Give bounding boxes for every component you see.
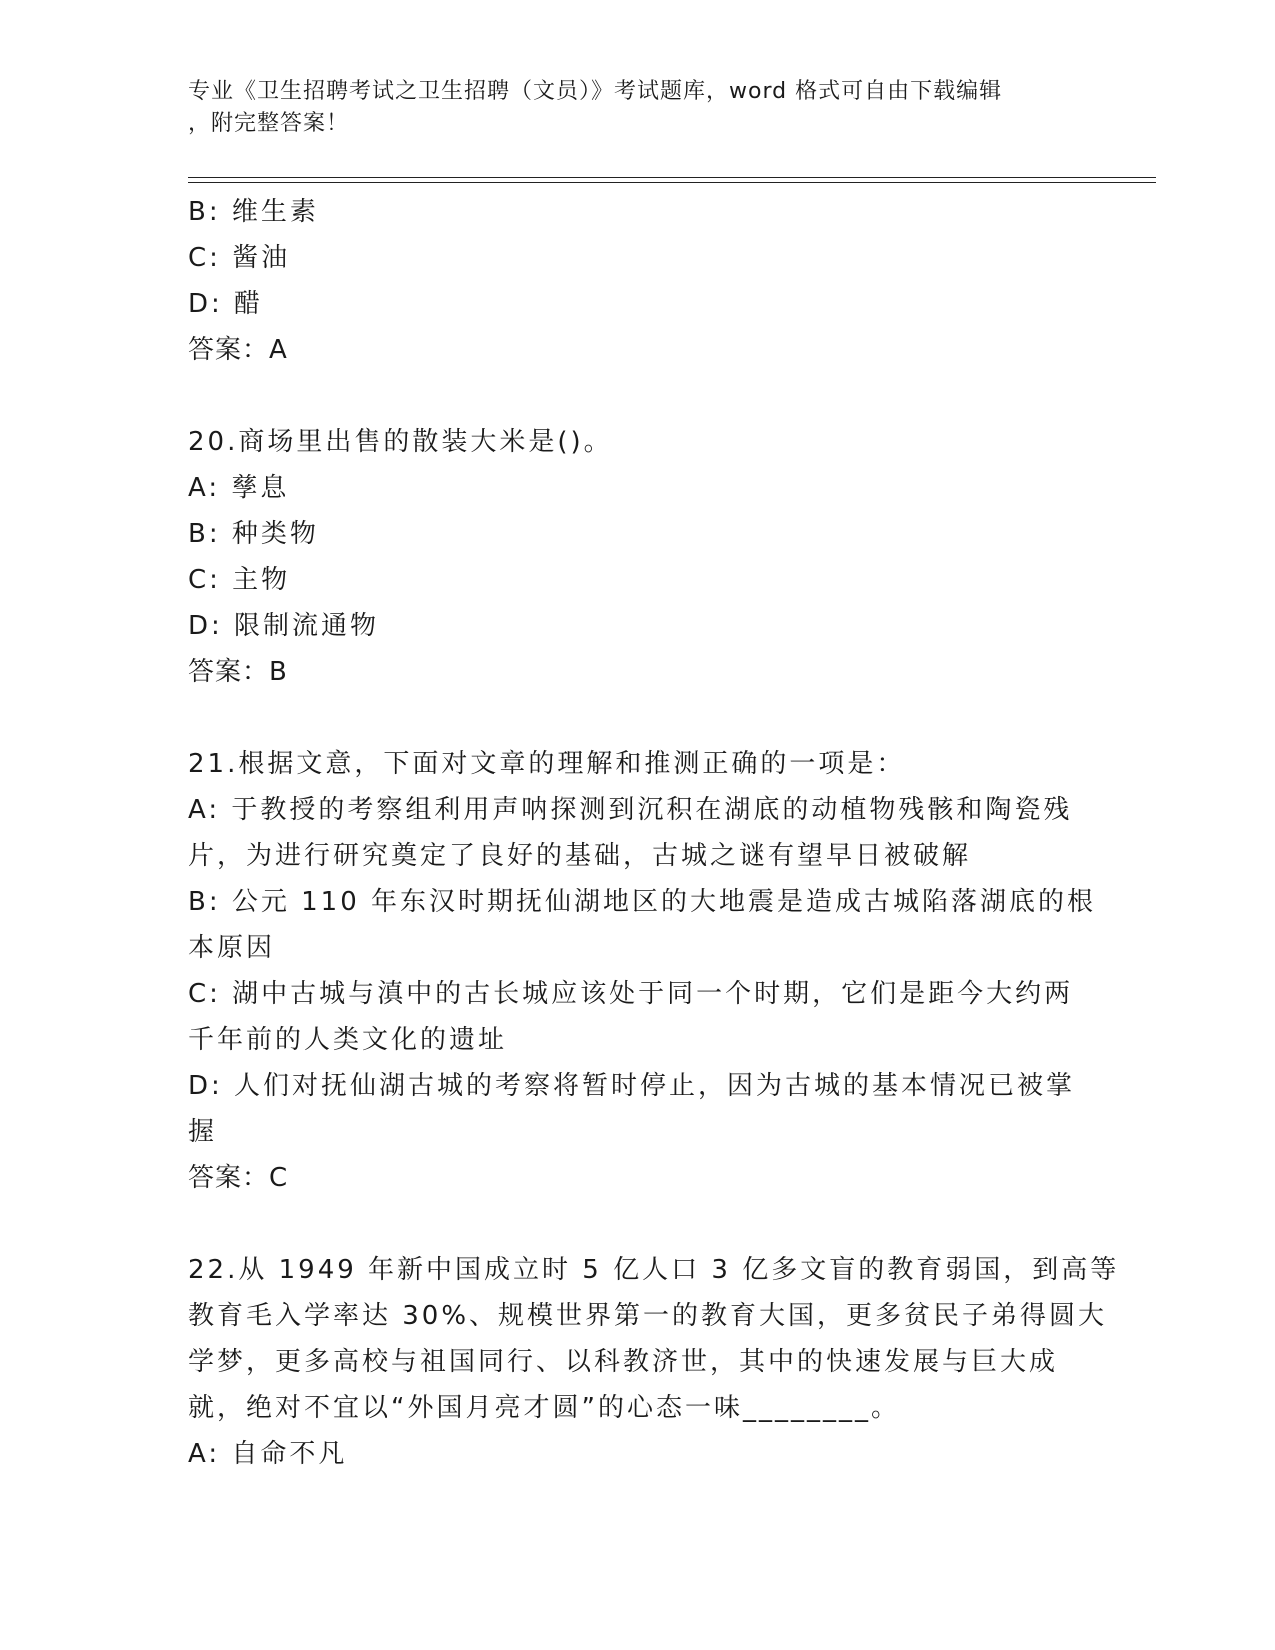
spacer [188,695,1088,741]
question-stem: 20.商场里出售的散装大米是()。 [188,427,613,457]
document-header [188,76,1068,140]
question-stem-line-1: 22.从 1949 年新中国成立时 5 亿人口 3 亿多文盲的教育弱国，到高等 [188,1255,1120,1285]
option-a-line-2: 片，为进行研究奠定了良好的基础，古城之谜有望早日被破解 [188,841,972,871]
question-stem-line-3: 学梦，更多高校与祖国同行、以科教济世，其中的快速发展与巨大成 [188,1347,1059,1377]
option-d: D: 醋 [188,289,264,319]
spacer [188,1201,1088,1247]
question-stem-line-2: 教育毛入学率达 30%、规模世界第一的教育大国，更多贫民子弟得圆大 [188,1301,1108,1331]
header-rule-top [188,177,1156,178]
question-21 [188,741,1097,1201]
spacer [188,373,1088,419]
option-b-line-2: 本原因 [188,933,276,963]
option-c: C: 酱油 [188,243,291,273]
option-a-line-1: A: 于教授的考察组利用声呐探测到沉积在湖底的动植物残骸和陶瓷残 [188,795,1073,825]
answer-line: 答案：B [188,657,288,687]
question-22 [188,1247,1120,1477]
answer-line: 答案：A [188,335,288,365]
option-a: A: 孳息 [188,473,290,503]
answer-line: 答案：C [188,1163,289,1193]
option-b: B: 维生素 [188,197,319,227]
header-line-1: 专业《卫生招聘考试之卫生招聘（文员）》考试题库，word 格式可自由下载编辑 [188,79,1003,104]
question-20 [188,419,1088,695]
header-rule-bottom [188,182,1156,183]
header-line-2: ，附完整答案！ [188,111,350,136]
question-stem: 21.根据文意，下面对文章的理解和推测正确的一项是： [188,749,906,779]
option-c-line-2: 千年前的人类文化的遗址 [188,1025,508,1055]
option-d-line-1: D: 人们对抚仙湖古城的考察将暂时停止，因为古城的基本情况已被掌 [188,1071,1076,1101]
option-b-line-1: B: 公元 110 年东汉时期抚仙湖地区的大地震是造成古城陷落湖底的根 [188,887,1097,917]
question-content [188,189,1120,1477]
question-stem-line-4: 就，绝对不宜以“外国月亮才圆”的心态一味________。 [188,1393,900,1423]
option-d: D: 限制流通物 [188,611,380,641]
option-d-line-2: 握 [188,1117,218,1147]
option-a: A: 自命不凡 [188,1439,348,1469]
question-19-continued [188,189,1088,373]
option-b: B: 种类物 [188,519,319,549]
option-c-line-1: C: 湖中古城与滇中的古长城应该处于同一个时期，它们是距今大约两 [188,979,1074,1009]
option-c: C: 主物 [188,565,291,595]
